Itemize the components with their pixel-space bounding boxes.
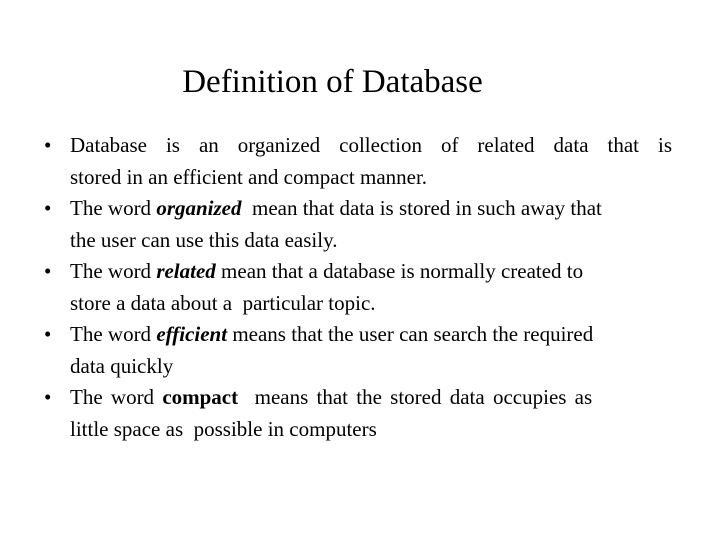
bullet-rest: means that the user can search the required	[227, 322, 594, 346]
bullet-line	[70, 319, 672, 351]
bullet-line: the user can use this data easily.	[70, 227, 338, 252]
bullet-term: related	[156, 259, 216, 283]
slide-title: Definition of Database	[182, 64, 483, 100]
bullet-line	[70, 382, 672, 414]
bullet-marker-icon: •	[44, 322, 52, 346]
bullet-line: store a data about a particular topic.	[70, 290, 376, 315]
bullet-line: Database is an organized collection of related data that is	[70, 133, 672, 157]
bullet-line	[70, 256, 672, 288]
bullet-item	[42, 193, 672, 256]
bullet-line: stored in an efficient and compact manner.	[70, 164, 428, 189]
bullet-line: data quickly	[70, 353, 174, 378]
bullet-rest: means that the stored data occupies as	[238, 385, 593, 409]
bullet-marker-icon: •	[44, 196, 52, 220]
bullet-lead: The word	[70, 196, 157, 220]
bullet-lead: The word	[70, 385, 163, 409]
bullet-marker-icon: •	[44, 259, 52, 283]
bullet-item	[42, 319, 672, 382]
bullet-term: organized	[156, 196, 242, 220]
bullet-rest: mean that a database is normally created to	[215, 259, 584, 283]
bullet-term: efficient	[156, 322, 228, 346]
bullet-list	[42, 130, 672, 445]
bullet-term: compact	[162, 385, 239, 409]
bullet-marker-icon: •	[44, 133, 52, 157]
bullet-item	[42, 130, 672, 193]
bullet-item	[42, 382, 672, 445]
bullet-lead: The word	[70, 322, 157, 346]
bullet-line	[70, 193, 672, 225]
bullet-lead: The word	[70, 259, 157, 283]
bullet-line: little space as possible in computers	[70, 416, 377, 441]
bullet-item	[42, 256, 672, 319]
bullet-marker-icon: •	[44, 385, 52, 409]
bullet-rest: mean that data is stored in such away that	[241, 196, 602, 220]
